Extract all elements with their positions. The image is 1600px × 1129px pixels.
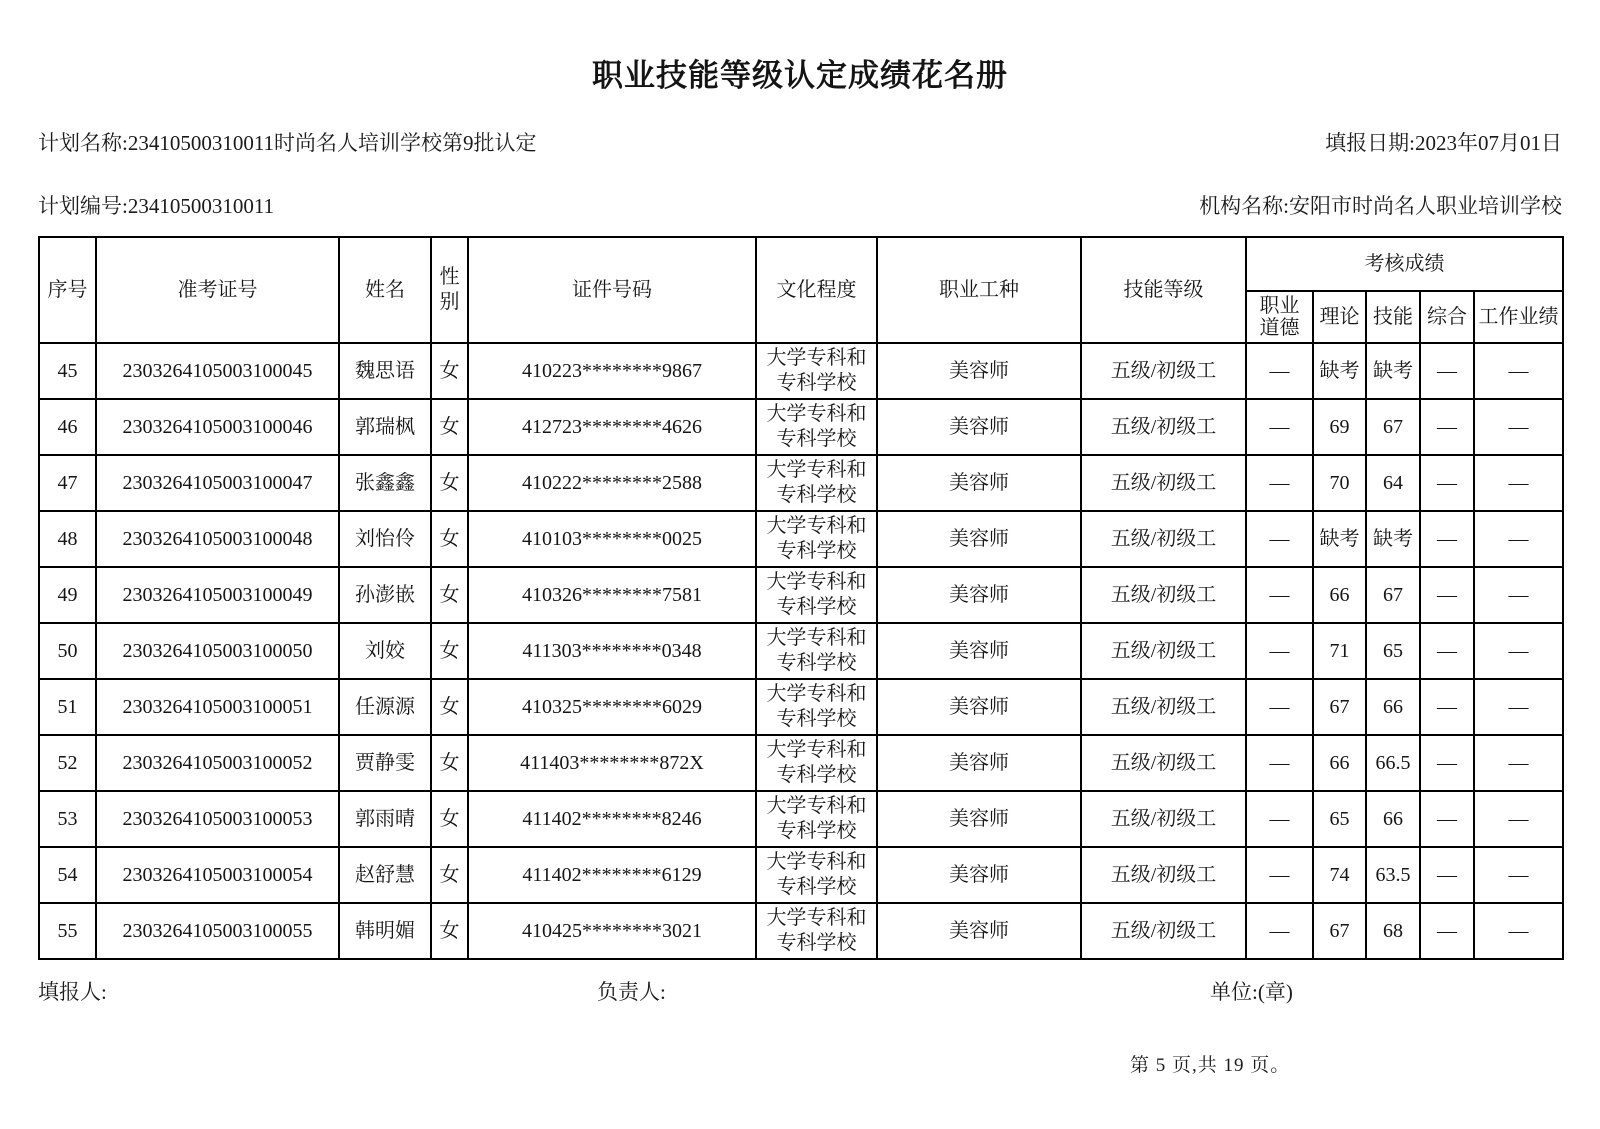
cell-name: 魏思语 [339,343,431,399]
header-score-work: 工作业绩 [1474,291,1563,343]
cell-occupation: 美容师 [877,399,1081,455]
table-row [39,791,1563,847]
cell-skill_level: 五级/初级工 [1081,623,1246,679]
cell-skill_level: 五级/初级工 [1081,343,1246,399]
cell-name: 刘怡伶 [339,511,431,567]
cell-exam_no: 2303264105003100051 [96,679,339,735]
cell-name: 郭瑞枫 [339,399,431,455]
cell-name: 孙澎嵌 [339,567,431,623]
cell-score_skill: 65 [1366,623,1420,679]
cell-exam_no: 2303264105003100045 [96,343,339,399]
cell-education: 大学专科和专科学校 [756,343,877,399]
cell-id_no: 411402********6129 [468,847,756,903]
cell-exam_no: 2303264105003100046 [96,399,339,455]
cell-gender: 女 [431,903,468,959]
cell-gender: 女 [431,847,468,903]
cell-score_comprehensive: — [1420,623,1474,679]
org-name: 机构名称:安阳市时尚名人职业培训学校 [1199,194,1562,218]
cell-skill_level: 五级/初级工 [1081,511,1246,567]
cell-seq: 48 [39,511,96,567]
cell-score_skill: 63.5 [1366,847,1420,903]
header-seq: 序号 [39,237,96,343]
cell-id_no: 410223********9867 [468,343,756,399]
cell-score_work: — [1474,399,1563,455]
cell-score_work: — [1474,679,1563,735]
cell-name: 刘姣 [339,623,431,679]
cell-name: 韩明媚 [339,903,431,959]
cell-score_comprehensive: — [1420,455,1474,511]
cell-education: 大学专科和专科学校 [756,623,877,679]
header-score-comprehensive: 综合 [1420,291,1474,343]
meta-row-1 [0,127,1600,157]
cell-score_ethics: — [1246,903,1313,959]
cell-id_no: 411403********872X [468,735,756,791]
cell-name: 赵舒慧 [339,847,431,903]
cell-seq: 50 [39,623,96,679]
cell-occupation: 美容师 [877,567,1081,623]
cell-gender: 女 [431,511,468,567]
cell-skill_level: 五级/初级工 [1081,735,1246,791]
cell-score_comprehensive: — [1420,847,1474,903]
cell-education: 大学专科和专科学校 [756,455,877,511]
unit-seal-label: 单位:(章) [1210,980,1293,1004]
cell-occupation: 美容师 [877,791,1081,847]
cell-id_no: 410103********0025 [468,511,756,567]
cell-score_skill: 66 [1366,791,1420,847]
cell-score_skill: 66 [1366,679,1420,735]
header-score-ethics: 职业道德 [1246,291,1313,343]
cell-exam_no: 2303264105003100047 [96,455,339,511]
cell-seq: 52 [39,735,96,791]
cell-education: 大学专科和专科学校 [756,679,877,735]
cell-occupation: 美容师 [877,735,1081,791]
cell-score_theory: 71 [1313,623,1366,679]
cell-score_work: — [1474,343,1563,399]
cell-score_theory: 67 [1313,679,1366,735]
cell-seq: 54 [39,847,96,903]
cell-exam_no: 2303264105003100049 [96,567,339,623]
cell-id_no: 410222********2588 [468,455,756,511]
cell-gender: 女 [431,735,468,791]
cell-score_work: — [1474,623,1563,679]
cell-name: 张鑫鑫 [339,455,431,511]
cell-score_comprehensive: — [1420,343,1474,399]
plan-code: 计划编号:23410500310011 [38,194,275,218]
principal-label: 负责人: [597,980,666,1004]
cell-gender: 女 [431,623,468,679]
page-number: 第 5 页,共 19 页。 [1130,1055,1291,1076]
cell-seq: 45 [39,343,96,399]
cell-gender: 女 [431,791,468,847]
cell-id_no: 412723********4626 [468,399,756,455]
cell-skill_level: 五级/初级工 [1081,679,1246,735]
cell-score_theory: 缺考 [1313,511,1366,567]
cell-score_work: — [1474,455,1563,511]
table-row [39,511,1563,567]
cell-score_comprehensive: — [1420,735,1474,791]
cell-occupation: 美容师 [877,847,1081,903]
report-date: 填报日期:2023年07月01日 [1325,131,1562,155]
cell-score_comprehensive: — [1420,511,1474,567]
plan-name: 计划名称:23410500310011时尚名人培训学校第9批认定 [38,131,537,155]
cell-score_skill: 66.5 [1366,735,1420,791]
cell-score_work: — [1474,903,1563,959]
cell-seq: 53 [39,791,96,847]
cell-score_ethics: — [1246,735,1313,791]
header-score-theory: 理论 [1313,291,1366,343]
cell-skill_level: 五级/初级工 [1081,903,1246,959]
cell-score_theory: 67 [1313,903,1366,959]
cell-score_ethics: — [1246,679,1313,735]
table-body [39,343,1563,959]
table-row [39,679,1563,735]
meta-row-2 [0,190,1600,220]
cell-id_no: 411402********8246 [468,791,756,847]
cell-gender: 女 [431,455,468,511]
cell-exam_no: 2303264105003100052 [96,735,339,791]
cell-education: 大学专科和专科学校 [756,847,877,903]
cell-score_comprehensive: — [1420,399,1474,455]
header-score-skill: 技能 [1366,291,1420,343]
cell-skill_level: 五级/初级工 [1081,791,1246,847]
cell-score_ethics: — [1246,791,1313,847]
header-skill-level: 技能等级 [1081,237,1246,343]
cell-occupation: 美容师 [877,679,1081,735]
cell-id_no: 410425********3021 [468,903,756,959]
cell-education: 大学专科和专科学校 [756,511,877,567]
cell-score_theory: 缺考 [1313,343,1366,399]
cell-name: 贾静雯 [339,735,431,791]
cell-score_work: — [1474,847,1563,903]
cell-score_ethics: — [1246,567,1313,623]
score-roster-table [38,236,1564,960]
table-row [39,735,1563,791]
cell-score_ethics: — [1246,455,1313,511]
cell-education: 大学专科和专科学校 [756,567,877,623]
cell-score_comprehensive: — [1420,567,1474,623]
cell-score_work: — [1474,567,1563,623]
table-row [39,455,1563,511]
cell-score_theory: 65 [1313,791,1366,847]
table-row [39,903,1563,959]
cell-exam_no: 2303264105003100054 [96,847,339,903]
cell-occupation: 美容师 [877,903,1081,959]
cell-skill_level: 五级/初级工 [1081,455,1246,511]
cell-name: 任源源 [339,679,431,735]
cell-gender: 女 [431,567,468,623]
filler-label: 填报人: [38,980,107,1004]
cell-occupation: 美容师 [877,511,1081,567]
cell-seq: 49 [39,567,96,623]
cell-score_work: — [1474,735,1563,791]
cell-score_work: — [1474,791,1563,847]
table-row [39,343,1563,399]
cell-exam_no: 2303264105003100053 [96,791,339,847]
cell-score_skill: 64 [1366,455,1420,511]
cell-id_no: 410326********7581 [468,567,756,623]
page-title: 职业技能等级认定成绩花名册 [592,58,1008,93]
header-scores-group: 考核成绩 [1246,237,1563,291]
cell-exam_no: 2303264105003100055 [96,903,339,959]
header-education: 文化程度 [756,237,877,343]
cell-score_skill: 缺考 [1366,511,1420,567]
cell-seq: 51 [39,679,96,735]
cell-score_ethics: — [1246,399,1313,455]
cell-seq: 55 [39,903,96,959]
cell-score_work: — [1474,511,1563,567]
cell-id_no: 410325********6029 [468,679,756,735]
header-occupation: 职业工种 [877,237,1081,343]
cell-score_theory: 70 [1313,455,1366,511]
header-id-no: 证件号码 [468,237,756,343]
cell-id_no: 411303********0348 [468,623,756,679]
cell-exam_no: 2303264105003100048 [96,511,339,567]
cell-education: 大学专科和专科学校 [756,735,877,791]
cell-score_ethics: — [1246,511,1313,567]
cell-name: 郭雨晴 [339,791,431,847]
header-exam-no: 准考证号 [96,237,339,343]
cell-occupation: 美容师 [877,343,1081,399]
cell-occupation: 美容师 [877,455,1081,511]
cell-education: 大学专科和专科学校 [756,903,877,959]
cell-gender: 女 [431,679,468,735]
cell-score_theory: 74 [1313,847,1366,903]
table-row [39,623,1563,679]
cell-seq: 46 [39,399,96,455]
cell-score_skill: 68 [1366,903,1420,959]
cell-education: 大学专科和专科学校 [756,791,877,847]
cell-score_ethics: — [1246,623,1313,679]
cell-score_skill: 67 [1366,567,1420,623]
cell-skill_level: 五级/初级工 [1081,847,1246,903]
cell-score_skill: 缺考 [1366,343,1420,399]
cell-gender: 女 [431,399,468,455]
cell-education: 大学专科和专科学校 [756,399,877,455]
cell-skill_level: 五级/初级工 [1081,567,1246,623]
table-header [39,237,1563,343]
cell-score_theory: 69 [1313,399,1366,455]
cell-score_skill: 67 [1366,399,1420,455]
table-row [39,847,1563,903]
cell-occupation: 美容师 [877,623,1081,679]
cell-gender: 女 [431,343,468,399]
cell-seq: 47 [39,455,96,511]
cell-score_comprehensive: — [1420,679,1474,735]
cell-exam_no: 2303264105003100050 [96,623,339,679]
header-gender: 性别 [431,237,468,343]
cell-score_ethics: — [1246,343,1313,399]
table-row [39,567,1563,623]
cell-score_ethics: — [1246,847,1313,903]
cell-score_theory: 66 [1313,567,1366,623]
header-name: 姓名 [339,237,431,343]
cell-score_comprehensive: — [1420,903,1474,959]
cell-score_theory: 66 [1313,735,1366,791]
cell-score_comprehensive: — [1420,791,1474,847]
cell-skill_level: 五级/初级工 [1081,399,1246,455]
table-row [39,399,1563,455]
